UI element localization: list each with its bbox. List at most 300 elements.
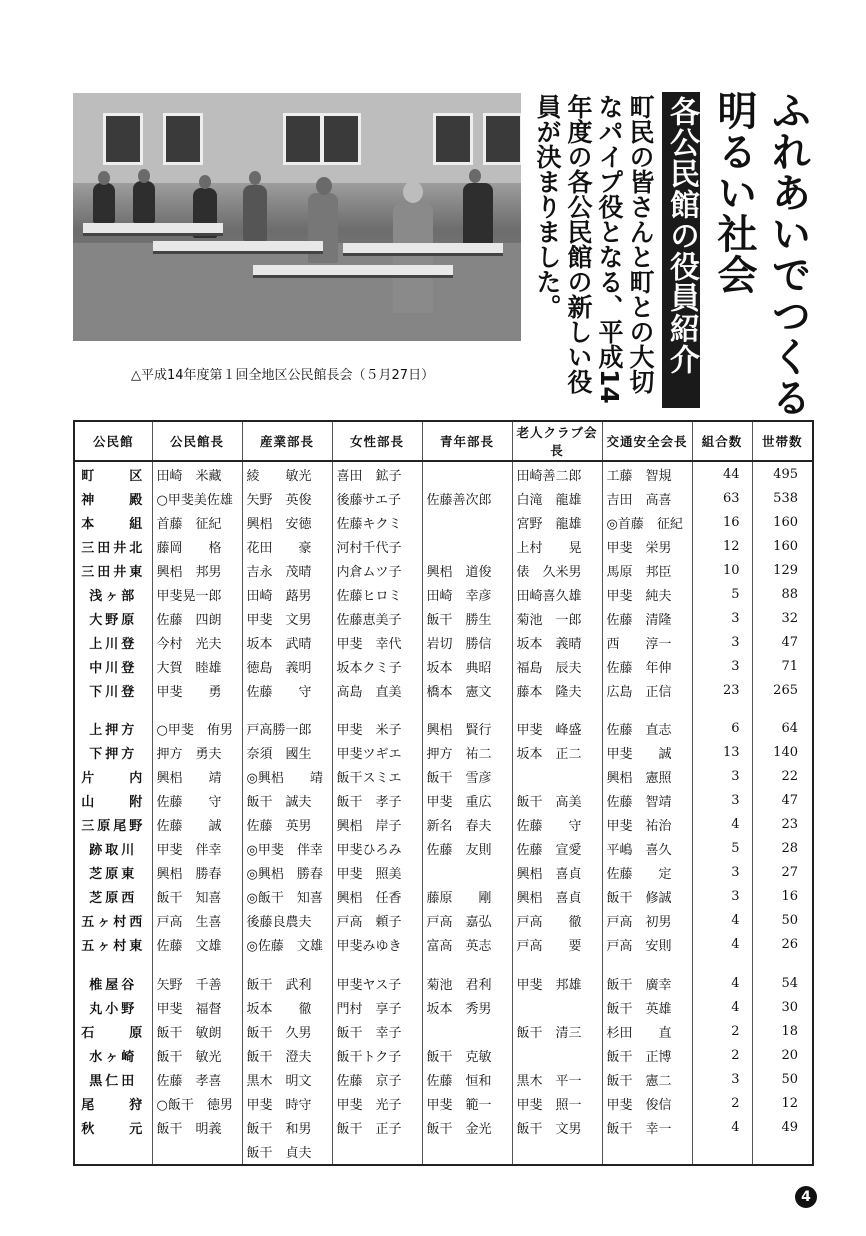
table-row	[74, 510, 813, 534]
title-line-1: ふれあいでつくる	[765, 90, 811, 418]
officer-cell: 飯干 英雄	[602, 996, 692, 1020]
officer-cell: 佐藤恵美子	[332, 606, 422, 630]
officer-cell: 飯干 澄夫	[242, 1044, 332, 1068]
officer-cell: 田崎 幸彦	[422, 582, 512, 606]
officer-cell: 坂本 武晴	[242, 630, 332, 654]
officer-cell: 甲斐 幸代	[332, 630, 422, 654]
officer-cell	[512, 1140, 602, 1165]
table-row	[74, 885, 813, 909]
officer-cell: ○飯干 徳男	[152, 1092, 242, 1116]
table-row	[74, 1116, 813, 1140]
officer-cell: 戸高 頼子	[332, 909, 422, 933]
count-cell: 160	[752, 510, 813, 534]
officer-cell: 佐藤 四朗	[152, 606, 242, 630]
count-cell	[692, 1140, 752, 1165]
officer-cell: 佐藤 智靖	[602, 789, 692, 813]
count-cell: 140	[752, 741, 813, 765]
officer-cell: 甲斐 伴幸	[152, 837, 242, 861]
table-row	[74, 558, 813, 582]
officer-cell: 藤本 隆夫	[512, 678, 602, 702]
officer-cell: 飯干 明義	[152, 1116, 242, 1140]
officer-cell: 飯干 敏光	[152, 1044, 242, 1068]
count-cell: 50	[752, 909, 813, 933]
officer-cell: 甲斐ヤス子	[332, 972, 422, 996]
officer-cell: 飯干 清三	[512, 1020, 602, 1044]
officer-cell: 甲斐 誠	[602, 741, 692, 765]
count-cell: 4	[692, 972, 752, 996]
officer-cell: 甲斐 福督	[152, 996, 242, 1020]
table-row	[74, 606, 813, 630]
officer-cell	[422, 461, 512, 486]
table-header	[74, 421, 813, 461]
officer-cell: 甲斐 光子	[332, 1092, 422, 1116]
count-cell: 23	[752, 813, 813, 837]
officer-cell: 飯干 高美	[512, 789, 602, 813]
count-cell: 12	[752, 1092, 813, 1116]
officer-cell: 飯干 憲二	[602, 1068, 692, 1092]
officer-cell: 甲斐 時守	[242, 1092, 332, 1116]
district-cell: 山 附	[81, 795, 146, 811]
count-cell: 27	[752, 861, 813, 885]
officer-cell: ◎甲斐 伴幸	[242, 837, 332, 861]
officer-cell: 坂本 正二	[512, 741, 602, 765]
officer-cell: 田崎 蕗男	[242, 582, 332, 606]
officer-cell: 戸高勝一郎	[242, 717, 332, 741]
row-spacer	[74, 957, 813, 972]
district-cell: 跡取川	[89, 843, 138, 859]
officer-cell	[512, 996, 602, 1020]
officer-cell: 工藤 智規	[602, 461, 692, 486]
officer-cell: 佐藤善次郎	[422, 486, 512, 510]
officer-cell: 矢野 英俊	[242, 486, 332, 510]
officer-cell: 飯干 修誠	[602, 885, 692, 909]
officer-cell: 甲斐みゆき	[332, 933, 422, 957]
table-row	[74, 1020, 813, 1044]
officer-cell: 飯干 廣幸	[602, 972, 692, 996]
table-row	[74, 1044, 813, 1068]
officer-cell: 甲斐 照一	[512, 1092, 602, 1116]
officer-cell: 押方 祐二	[422, 741, 512, 765]
officer-cell: 坂本 徹	[242, 996, 332, 1020]
count-cell: 2	[692, 1092, 752, 1116]
officer-cell: 宮野 龍雄	[512, 510, 602, 534]
officer-cell: 飯干 貞夫	[242, 1140, 332, 1165]
officer-cell: 飯干 正博	[602, 1044, 692, 1068]
officer-cell: 佐藤 直志	[602, 717, 692, 741]
count-cell: 18	[752, 1020, 813, 1044]
district-cell: 三原尾野	[81, 819, 146, 835]
count-cell: 5	[692, 837, 752, 861]
officer-cell: 後藤サエ子	[332, 486, 422, 510]
officer-cell: 田崎 米藏	[152, 461, 242, 486]
officer-cell	[422, 861, 512, 885]
officer-cell: 佐藤 守	[512, 813, 602, 837]
officer-cell: 西 淳一	[602, 630, 692, 654]
officer-cell: 佐藤 英男	[242, 813, 332, 837]
table-row	[74, 461, 813, 486]
count-cell: 2	[692, 1044, 752, 1068]
count-cell: 64	[752, 717, 813, 741]
officer-cell: 戸高 初男	[602, 909, 692, 933]
officer-cell: 興梠 靖	[152, 765, 242, 789]
officer-cell: 興梠 勝春	[152, 861, 242, 885]
table-row	[74, 717, 813, 741]
officer-cell: 黒木 明文	[242, 1068, 332, 1092]
count-cell: 3	[692, 765, 752, 789]
count-cell: 22	[752, 765, 813, 789]
officer-cell: 佐藤 友則	[422, 837, 512, 861]
table-row	[74, 813, 813, 837]
officer-cell: 戸高 嘉弘	[422, 909, 512, 933]
officer-cell: 佐藤 恒和	[422, 1068, 512, 1092]
officer-cell	[422, 1140, 512, 1165]
officer-cell: 徳島 義明	[242, 654, 332, 678]
officer-cell: 大賀 睦雄	[152, 654, 242, 678]
count-cell: 32	[752, 606, 813, 630]
officer-cell: 白滝 龍雄	[512, 486, 602, 510]
officer-cell: 奈須 國生	[242, 741, 332, 765]
officer-cell: 藤原 剛	[422, 885, 512, 909]
officer-cell: 飯干 金光	[422, 1116, 512, 1140]
count-cell: 71	[752, 654, 813, 678]
officer-cell: ◎佐藤 文雄	[242, 933, 332, 957]
officer-cell: 飯干トク子	[332, 1044, 422, 1068]
district-cell: 上押方	[89, 723, 138, 739]
district-cell: 丸小野	[89, 1002, 138, 1018]
officer-cell: 戸高 徹	[512, 909, 602, 933]
column-header: 女性部長	[332, 421, 422, 461]
table-row	[74, 996, 813, 1020]
officer-cell: 田崎善二郎	[512, 461, 602, 486]
officer-cell: 飯干 和男	[242, 1116, 332, 1140]
table-row	[74, 1092, 813, 1116]
district-cell: 黒仁田	[89, 1074, 138, 1090]
table-row	[74, 534, 813, 558]
count-cell: 160	[752, 534, 813, 558]
count-cell: 63	[692, 486, 752, 510]
officer-cell: 飯干スミエ	[332, 765, 422, 789]
officer-cell: 興梠 喜貞	[512, 861, 602, 885]
officer-cell: 坂本クミ子	[332, 654, 422, 678]
column-header: 公民館	[74, 421, 152, 461]
officer-cell: 興梠 喜貞	[512, 885, 602, 909]
officer-cell: 岩切 勝信	[422, 630, 512, 654]
officer-cell: 飯干 敏朗	[152, 1020, 242, 1044]
officer-cell: 平嶋 喜久	[602, 837, 692, 861]
officer-cell: 佐藤 孝喜	[152, 1068, 242, 1092]
table-row	[74, 630, 813, 654]
officer-cell: 甲斐 重広	[422, 789, 512, 813]
officer-cell	[512, 765, 602, 789]
officer-cell: 俵 久米男	[512, 558, 602, 582]
photo-caption: △平成14年度第１回全地区公民館長会（５月27日）	[131, 368, 435, 383]
officer-cell: 佐藤 定	[602, 861, 692, 885]
count-cell: 47	[752, 789, 813, 813]
officer-cell: 今村 光夫	[152, 630, 242, 654]
count-cell: 495	[752, 461, 813, 486]
officer-cell	[512, 1044, 602, 1068]
district-cell: 三田井北	[81, 540, 146, 556]
officer-cell	[332, 1140, 422, 1165]
officer-cell: 新名 春夫	[422, 813, 512, 837]
officer-cell: 甲斐 純夫	[602, 582, 692, 606]
district-cell: 芝原西	[89, 891, 138, 907]
table-row	[74, 765, 813, 789]
officer-cell: 甲斐 文男	[242, 606, 332, 630]
count-cell: 4	[692, 813, 752, 837]
table-row	[74, 1140, 813, 1165]
column-header: 産業部長	[242, 421, 332, 461]
officer-cell: 飯干 正子	[332, 1116, 422, 1140]
column-header: 青年部長	[422, 421, 512, 461]
district-cell: 椎屋谷	[89, 978, 138, 994]
officer-cell: 佐藤ヒロミ	[332, 582, 422, 606]
count-cell: 23	[692, 678, 752, 702]
officer-cell: 馬原 邦臣	[602, 558, 692, 582]
officer-cell: 吉永 茂晴	[242, 558, 332, 582]
officer-cell: 吉田 高喜	[602, 486, 692, 510]
officer-cell: 佐藤 清隆	[602, 606, 692, 630]
district-cell: 本 組	[81, 516, 146, 532]
count-cell: 10	[692, 558, 752, 582]
officer-cell: 甲斐 範一	[422, 1092, 512, 1116]
meeting-photo	[73, 93, 521, 341]
officer-cell: 興梠 憲照	[602, 765, 692, 789]
officer-cell: 甲斐晃一郎	[152, 582, 242, 606]
officer-cell: ◎興梠 勝春	[242, 861, 332, 885]
subtitle-badge	[662, 92, 700, 408]
table-row	[74, 582, 813, 606]
officer-cell: 甲斐ひろみ	[332, 837, 422, 861]
officer-cell: 佐藤 誠	[152, 813, 242, 837]
officer-cell: 佐藤 京子	[332, 1068, 422, 1092]
table-row	[74, 1068, 813, 1092]
count-cell: 2	[692, 1020, 752, 1044]
officer-cell: 甲斐ツギエ	[332, 741, 422, 765]
table-row	[74, 678, 813, 702]
officer-cell: 興梠 岸子	[332, 813, 422, 837]
count-cell: 20	[752, 1044, 813, 1068]
officer-cell: 綾 敏光	[242, 461, 332, 486]
district-cell: 片 内	[81, 771, 146, 787]
count-cell: 3	[692, 606, 752, 630]
count-cell: 129	[752, 558, 813, 582]
district-cell: 芝原東	[89, 867, 138, 883]
officer-cell: 甲斐 勇	[152, 678, 242, 702]
row-spacer	[74, 702, 813, 717]
officer-cell: ◎飯干 知喜	[242, 885, 332, 909]
count-cell: 3	[692, 630, 752, 654]
officer-cell: 飯干 武利	[242, 972, 332, 996]
officer-cell: 矢野 千善	[152, 972, 242, 996]
officer-cell: 甲斐 照美	[332, 861, 422, 885]
district-cell: 神 殿	[81, 492, 146, 508]
officer-cell: 佐藤 宣愛	[512, 837, 602, 861]
officer-cell: 坂本 典昭	[422, 654, 512, 678]
officer-cell: 杉田 直	[602, 1020, 692, 1044]
table-row	[74, 861, 813, 885]
table-row	[74, 933, 813, 957]
officer-cell: 甲斐 米子	[332, 717, 422, 741]
count-cell: 16	[752, 885, 813, 909]
count-cell: 3	[692, 885, 752, 909]
officer-cell: 甲斐 祐治	[602, 813, 692, 837]
count-cell: 3	[692, 654, 752, 678]
district-cell: 中川登	[89, 660, 138, 676]
officer-cell: 興梠 任香	[332, 885, 422, 909]
officer-cell: 菊池 一郎	[512, 606, 602, 630]
officer-cell: 甲斐 栄男	[602, 534, 692, 558]
district-cell: 水ヶ崎	[89, 1050, 138, 1066]
officer-cell: 興梠 安徳	[242, 510, 332, 534]
count-cell: 4	[692, 996, 752, 1020]
officer-cell: 飯干 久男	[242, 1020, 332, 1044]
table-row	[74, 486, 813, 510]
column-header: 公民館長	[152, 421, 242, 461]
count-cell: 5	[692, 582, 752, 606]
officer-cell: 広島 正信	[602, 678, 692, 702]
count-cell: 30	[752, 996, 813, 1020]
officer-cell: 飯干 文男	[512, 1116, 602, 1140]
officer-cell: 興梠 邦男	[152, 558, 242, 582]
officer-cell: 坂本 秀男	[422, 996, 512, 1020]
officer-cell	[152, 1140, 242, 1165]
count-cell: 50	[752, 1068, 813, 1092]
district-cell: 浅ヶ部	[89, 588, 138, 604]
officer-cell: 田崎喜久雄	[512, 582, 602, 606]
table-row	[74, 741, 813, 765]
count-cell: 44	[692, 461, 752, 486]
title-line-2: 明るい社会	[711, 90, 757, 295]
officer-cell: 飯干 幸子	[332, 1020, 422, 1044]
officer-cell: 喜田 鉱子	[332, 461, 422, 486]
district-cell: 尾 狩	[81, 1098, 146, 1114]
officer-cell: 佐藤 年伸	[602, 654, 692, 678]
officer-cell: 佐藤 文雄	[152, 933, 242, 957]
officer-cell: 黒木 平一	[512, 1068, 602, 1092]
officer-cell: 甲斐 峰盛	[512, 717, 602, 741]
officer-cell	[602, 1140, 692, 1165]
officer-cell: 上村 晃	[512, 534, 602, 558]
district-cell: 五ヶ村西	[81, 915, 146, 931]
count-cell: 88	[752, 582, 813, 606]
officer-cell: 佐藤キクミ	[332, 510, 422, 534]
officer-cell: 戸高 生喜	[152, 909, 242, 933]
column-header: 組合数	[692, 421, 752, 461]
officer-cell: ○甲斐 侑男	[152, 717, 242, 741]
district-cell	[74, 1140, 152, 1165]
table-row	[74, 909, 813, 933]
table-row	[74, 654, 813, 678]
district-cell: 五ヶ村東	[81, 939, 146, 955]
officer-cell: 甲斐 邦雄	[512, 972, 602, 996]
count-cell	[752, 1140, 813, 1165]
district-cell: 石 原	[81, 1026, 146, 1042]
district-cell: 下川登	[89, 684, 138, 700]
officer-cell: 押方 勇夫	[152, 741, 242, 765]
subtitle: 各公民館の役員紹介	[664, 96, 699, 375]
officer-cell: 橋本 憲文	[422, 678, 512, 702]
count-cell: 47	[752, 630, 813, 654]
page-number: 4	[795, 1186, 817, 1208]
district-cell: 上川登	[89, 636, 138, 652]
officer-cell: 飯干 雪彦	[422, 765, 512, 789]
column-header: 老人クラブ会長	[512, 421, 602, 461]
officer-cell: 飯干 誠夫	[242, 789, 332, 813]
officer-cell: ◎興梠 靖	[242, 765, 332, 789]
table-row	[74, 972, 813, 996]
officer-cell: 花田 豪	[242, 534, 332, 558]
officer-cell: 飯干 幸一	[602, 1116, 692, 1140]
count-cell: 3	[692, 1068, 752, 1092]
officer-cell: 坂本 義晴	[512, 630, 602, 654]
count-cell: 12	[692, 534, 752, 558]
count-cell: 265	[752, 678, 813, 702]
officer-cell: ○甲斐美佐雄	[152, 486, 242, 510]
officer-cell	[422, 534, 512, 558]
count-cell: 3	[692, 861, 752, 885]
count-cell: 538	[752, 486, 813, 510]
officer-cell: 佐藤 守	[152, 789, 242, 813]
officer-cell: ◎首藤 征紀	[602, 510, 692, 534]
count-cell: 4	[692, 933, 752, 957]
count-cell: 26	[752, 933, 813, 957]
officers-table	[73, 420, 814, 1166]
table-row	[74, 789, 813, 813]
officer-cell: 福島 辰夫	[512, 654, 602, 678]
column-header: 交通安全会長	[602, 421, 692, 461]
officer-cell: 門村 享子	[332, 996, 422, 1020]
district-cell: 秋 元	[81, 1122, 146, 1138]
officer-cell: 藤岡 格	[152, 534, 242, 558]
district-cell: 三田井東	[81, 564, 146, 580]
count-cell: 54	[752, 972, 813, 996]
count-cell: 4	[692, 909, 752, 933]
district-cell: 下押方	[89, 747, 138, 763]
count-cell: 4	[692, 1116, 752, 1140]
district-cell: 町 区	[81, 468, 146, 484]
count-cell: 16	[692, 510, 752, 534]
officer-cell: 富高 英志	[422, 933, 512, 957]
officer-cell: 戸高 要	[512, 933, 602, 957]
column-header: 世帯数	[752, 421, 813, 461]
count-cell: 13	[692, 741, 752, 765]
officer-cell	[422, 510, 512, 534]
district-cell: 大野原	[89, 612, 138, 628]
officer-cell: 菊池 君利	[422, 972, 512, 996]
officer-cell: 飯干 孝子	[332, 789, 422, 813]
officer-cell: 飯干 知喜	[152, 885, 242, 909]
count-cell: 28	[752, 837, 813, 861]
officer-cell: 飯干 勝生	[422, 606, 512, 630]
officer-cell: 戸高 安則	[602, 933, 692, 957]
officer-cell: 高島 直美	[332, 678, 422, 702]
officer-cell: 後藤良農夫	[242, 909, 332, 933]
count-cell: 6	[692, 717, 752, 741]
count-cell: 3	[692, 789, 752, 813]
officer-cell	[422, 1020, 512, 1044]
officer-cell: 佐藤 守	[242, 678, 332, 702]
officer-cell: 内倉ムツ子	[332, 558, 422, 582]
officer-cell: 飯干 克敏	[422, 1044, 512, 1068]
officer-cell: 甲斐 俊信	[602, 1092, 692, 1116]
officer-cell: 河村千代子	[332, 534, 422, 558]
officer-cell: 興梠 道俊	[422, 558, 512, 582]
table-row	[74, 837, 813, 861]
count-cell: 49	[752, 1116, 813, 1140]
officer-cell: 興梠 賢行	[422, 717, 512, 741]
officer-cell: 首藤 征紀	[152, 510, 242, 534]
